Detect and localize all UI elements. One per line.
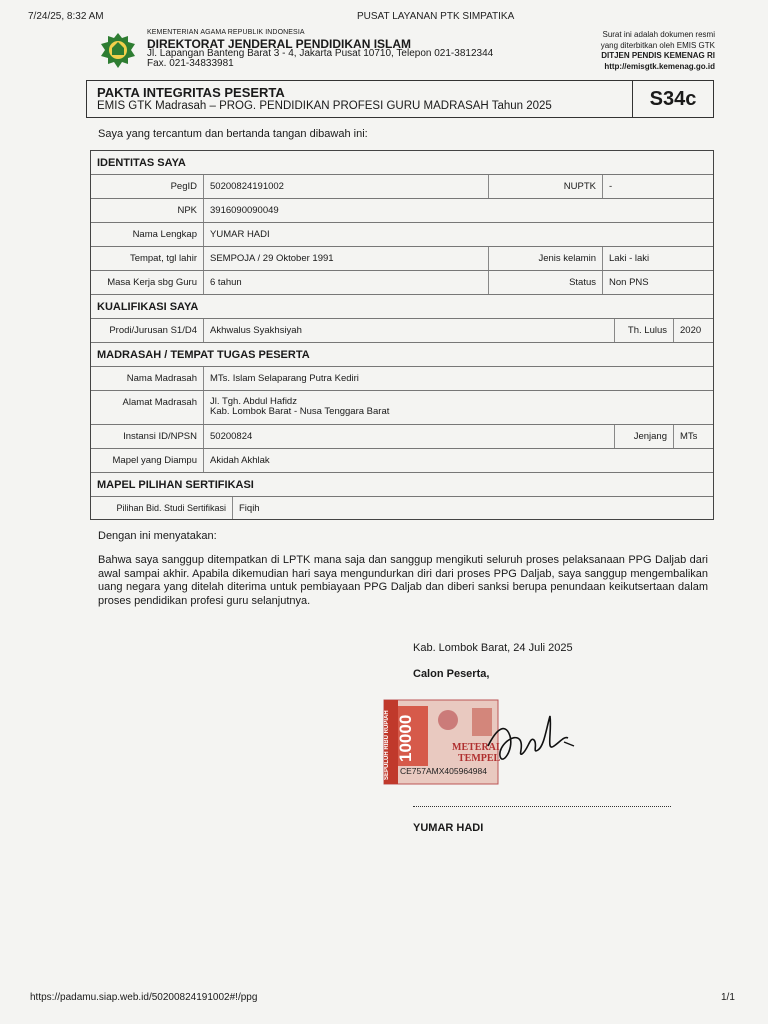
directorate-address: Jl. Lapangan Banteng Barat 3 - 4, Jakarta Pusat 10710, Telepon 021-3812344: [147, 48, 494, 59]
footer-url: https://padamu.siap.web.id/50200824191002#!/ppg: [30, 992, 258, 1003]
official-note-line2: yang diterbitkan oleh EMIS GTK: [600, 40, 715, 50]
alamat-madrasah-value: [204, 391, 389, 424]
row-alamat-madrasah: [91, 391, 713, 425]
row-mapel: [91, 449, 713, 473]
npk-label: NPK: [91, 199, 204, 222]
nama-madrasah-value: MTs. Islam Selaparang Putra Kediri: [210, 373, 359, 384]
directorate-name: DIREKTORAT JENDERAL PENDIDIKAN ISLAM: [147, 37, 412, 51]
ttl-value: SEMPOJA / 29 Oktober 1991: [204, 247, 489, 270]
signature-line: [413, 806, 671, 807]
section-madrasah-heading: MADRASAH / TEMPAT TUGAS PESERTA: [97, 348, 310, 361]
declaration-heading: Dengan ini menyatakan:: [98, 530, 217, 542]
pegid-label: PegID: [91, 175, 204, 198]
participant-form: [90, 150, 714, 520]
official-note-line4: http://emisgtk.kemenag.go.id: [604, 61, 715, 71]
document-title: PAKTA INTEGRITAS PESERTA: [97, 85, 285, 100]
mapel-label: Mapel yang Diampu: [91, 449, 204, 472]
row-prodi: [91, 319, 713, 343]
ministry-name: KEMENTERIAN AGAMA REPUBLIK INDONESIA: [147, 29, 305, 36]
section-madrasah: [91, 343, 713, 367]
bidang-label: Pilihan Bid. Studi Sertifikasi: [91, 497, 233, 519]
alamat-line1: Jl. Tgh. Abdul Hafidz: [210, 396, 297, 407]
stamp-text2: TEMPEL: [458, 753, 501, 764]
status-value: Non PNS: [609, 277, 649, 288]
npsn-value: 50200824: [204, 425, 615, 448]
section-identitas-heading: IDENTITAS SAYA: [97, 156, 186, 169]
stamp-side-text: SEPULUH RIBU RUPIAH: [384, 710, 390, 780]
section-identitas: [91, 151, 713, 175]
masa-value: 6 tahun: [204, 271, 489, 294]
section-mapel-pilihan-heading: MAPEL PILIHAN SERTIFIKASI: [97, 478, 254, 491]
jenjang-value: MTs: [680, 431, 698, 442]
jenjang-label: Jenjang: [615, 425, 674, 448]
nama-madrasah-label: Nama Madrasah: [91, 367, 204, 390]
signer-name: YUMAR HADI: [413, 822, 484, 834]
alamat-madrasah-label: Alamat Madrasah: [91, 391, 204, 424]
stamp-text1: METERAI: [452, 742, 500, 753]
pegid-value: 50200824191002: [204, 175, 489, 198]
nama-value: YUMAR HADI: [210, 229, 270, 240]
mapel-value: Akidah Akhlak: [210, 455, 270, 466]
declaration-body: Bahwa saya sanggup ditempatkan di LPTK mana saja dan sanggup mengikuti seluruh proses pelaksanaan PPG Daljab dari awal sampai akhir. Apabila dikemudian hari saya mengundurkan diri dari proses PPG Daljab, saya sanggup mengembalikan uang negara yang ditelah diterima untuk pembiayaan PPG Daljab dan diberi sanksi berupa penundaan keikutsertaan dalam proses pendidikan profesi guru selanjutnya.: [98, 554, 708, 607]
document-code: S34c: [632, 81, 713, 117]
section-kualifikasi: [91, 295, 713, 319]
bidang-value: Fiqih: [239, 502, 260, 514]
nuptk-value: -: [609, 181, 613, 192]
official-note: [560, 30, 715, 72]
kemenag-logo: [98, 32, 138, 70]
signer-role: Calon Peserta,: [413, 668, 490, 680]
stamp-serial: CE757AMX405964984: [400, 766, 487, 776]
section-mapel-pilihan: [91, 473, 713, 497]
place-date: Kab. Lombok Barat, 24 Juli 2025: [413, 642, 573, 654]
stamp-value: 10000: [396, 714, 415, 762]
document-subtitle: EMIS GTK Madrasah – PROG. PENDIDIKAN PROFESI GURU MADRASAH Tahun 2025: [97, 100, 552, 112]
nuptk-label: NUPTK: [489, 175, 603, 198]
masa-label: Masa Kerja sbg Guru: [91, 271, 204, 294]
section-kualifikasi-heading: KUALIFIKASI SAYA: [97, 300, 199, 313]
row-nama: [91, 223, 713, 247]
prodi-value: Akhwalus Syakhsiyah: [204, 319, 615, 342]
lulus-value: 2020: [680, 325, 702, 336]
status-label: Status: [489, 271, 603, 294]
ttl-label: Tempat, tgl lahir: [91, 247, 204, 270]
jk-value: Laki - laki: [609, 253, 650, 264]
footer-page-number: 1/1: [721, 992, 735, 1003]
row-ttl: [91, 247, 713, 271]
row-nama-madrasah: [91, 367, 713, 391]
npk-value: 3916090090049: [210, 205, 279, 216]
document-title-box: [86, 80, 714, 118]
row-npk: [91, 199, 713, 223]
prodi-label: Prodi/Jurusan S1/D4: [91, 319, 204, 342]
row-bidang-studi: [91, 497, 713, 519]
print-title: PUSAT LAYANAN PTK SIMPATIKA: [357, 11, 515, 22]
npsn-label: Instansi ID/NPSN: [91, 425, 204, 448]
intro-text: Saya yang tercantum dan bertanda tangan dibawah ini:: [98, 128, 368, 140]
official-note-line3: DITJEN PENDIS KEMENAG RI: [601, 51, 715, 60]
handwritten-signature: [480, 706, 580, 776]
official-note-line1: Surat ini adalah dokumen resmi: [602, 30, 715, 39]
row-npsn: [91, 425, 713, 449]
directorate-fax: Fax. 021-34833981: [147, 58, 234, 69]
row-pegid: [91, 175, 713, 199]
jk-label: Jenis kelamin: [489, 247, 603, 270]
row-masa-kerja: [91, 271, 713, 295]
alamat-line2: Kab. Lombok Barat - Nusa Tenggara Barat: [210, 406, 390, 417]
print-datetime: 7/24/25, 8:32 AM: [28, 11, 104, 22]
lulus-label: Th. Lulus: [615, 319, 674, 342]
nama-label: Nama Lengkap: [91, 223, 204, 246]
